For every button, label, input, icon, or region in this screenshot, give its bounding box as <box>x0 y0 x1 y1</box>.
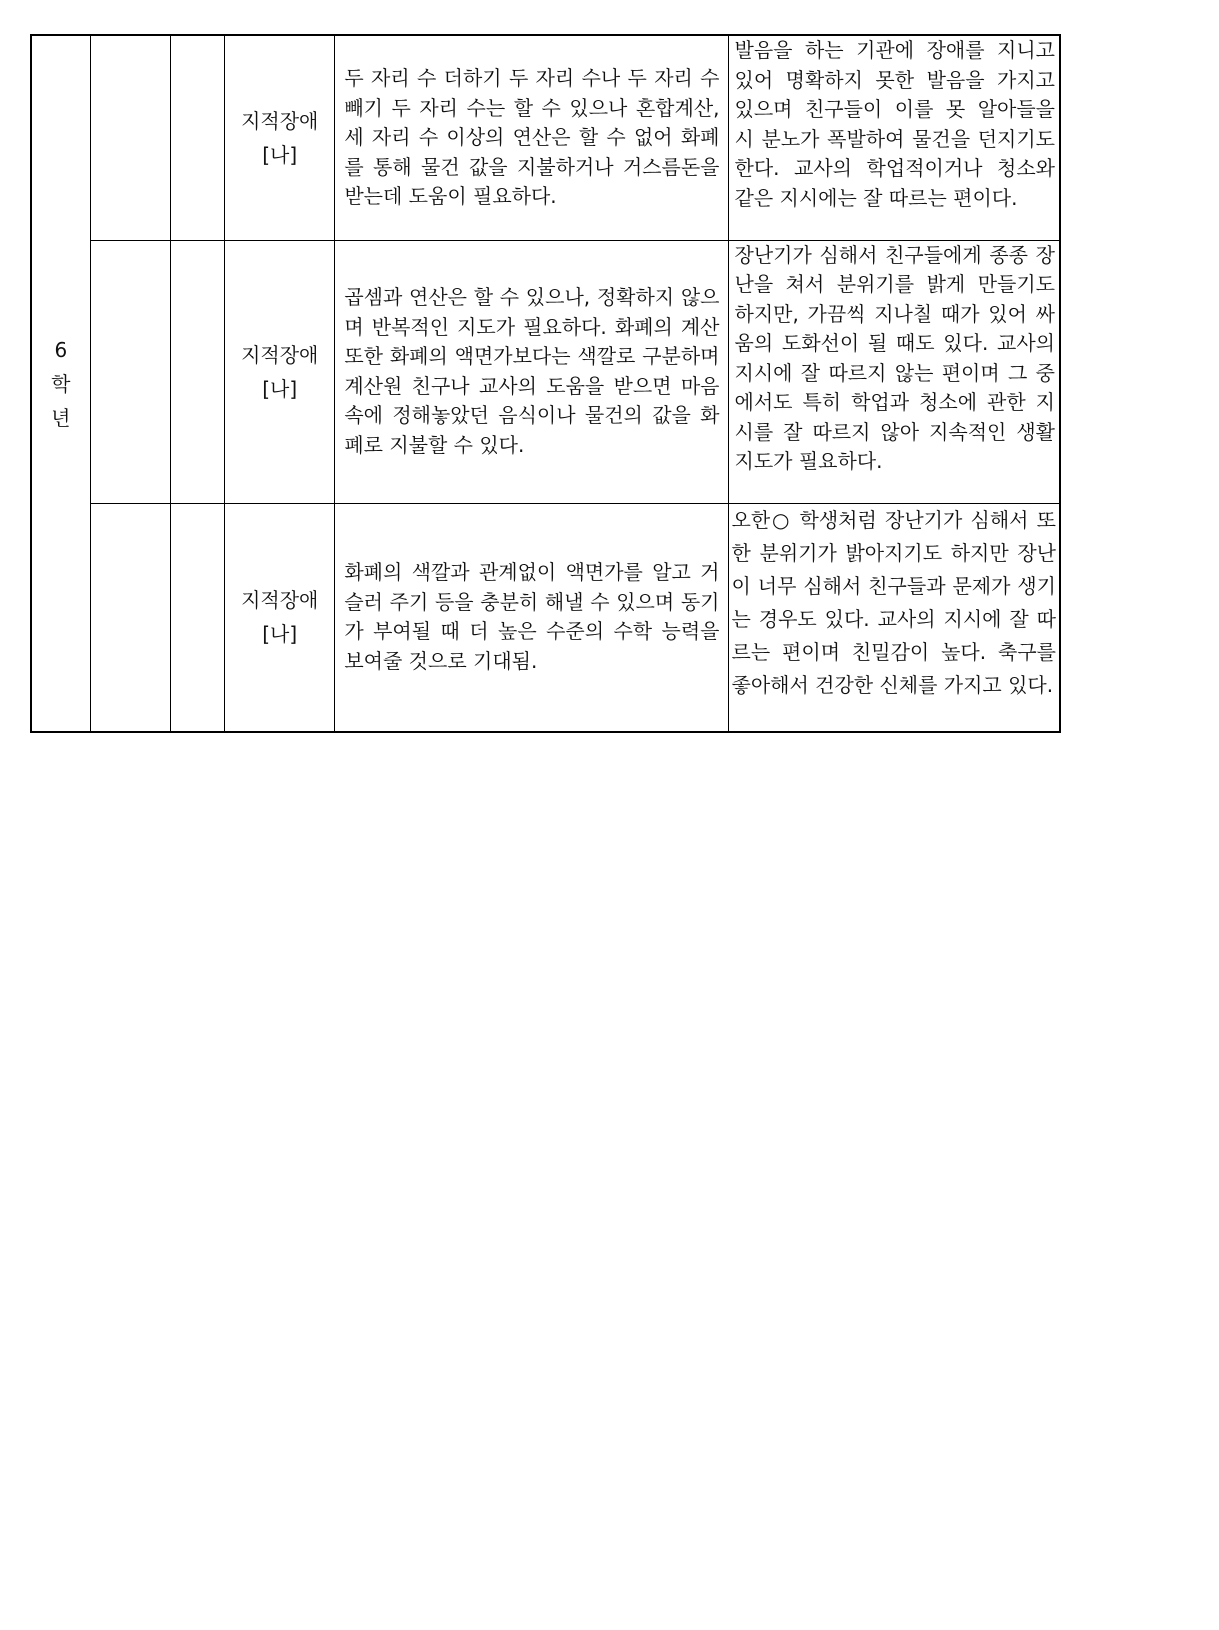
table-row <box>31 35 1060 240</box>
empty-cell <box>90 240 170 503</box>
disability-cell <box>225 35 335 240</box>
behavior-cell: 발음을 하는 기관에 장애를 지니고 있어 명확하지 못한 발음을 가지고 있으며 친구들이 이를 못 알아들을 시 분노가 폭발하여 물건을 던지기도 한다. 교사의 학업적이거나 청소와 같은 지시에는 잘 따르는 편이다. <box>728 35 1060 240</box>
table-row <box>31 240 1060 503</box>
math-ability-cell: 곱셈과 연산은 할 수 있으나, 정확하지 않으며 반복적인 지도가 필요하다. 화폐의 계산 또한 화폐의 액면가보다는 색깔로 구분하며 계산원 친구나 교사의 도움을 받으면 마음속에 정해놓았던 음식이나 물건의 값을 화폐로 지불할 수 있다. <box>335 240 728 503</box>
disability-grade: [나] <box>262 376 298 401</box>
disability-type: 지적장애 <box>241 588 319 613</box>
grade-cell <box>31 35 90 732</box>
grade-number: 6 <box>54 337 68 362</box>
empty-cell <box>170 503 224 732</box>
disability-cell <box>225 503 335 732</box>
empty-cell <box>90 503 170 732</box>
empty-cell <box>170 240 224 503</box>
disability-grade: [나] <box>262 622 298 647</box>
disability-grade: [나] <box>262 142 298 167</box>
student-info-table <box>30 34 1061 733</box>
grade-char-1: 학 <box>51 371 71 396</box>
empty-cell <box>170 35 224 240</box>
behavior-cell: 오한○ 학생처럼 장난기가 심해서 또한 분위기가 밝아지기도 하지만 장난이 너무 심해서 친구들과 문제가 생기는 경우도 있다. 교사의 지시에 잘 따르는 편이며 친밀감이 높다. 축구를 좋아해서 건강한 신체를 가지고 있다. <box>728 503 1060 732</box>
disability-type: 지적장애 <box>241 342 319 367</box>
disability-cell <box>225 240 335 503</box>
math-ability-cell: 두 자리 수 더하기 두 자리 수나 두 자리 수 빼기 두 자리 수는 할 수 있으나 혼합계산, 세 자리 수 이상의 연산은 할 수 없어 화폐를 통해 물건 값을 지불하거나 거스름돈을 받는데 도움이 필요하다. <box>335 35 728 240</box>
behavior-cell: 장난기가 심해서 친구들에게 종종 장난을 쳐서 분위기를 밝게 만들기도 하지만, 가끔씩 지나칠 때가 있어 싸움의 도화선이 될 때도 있다. 교사의 지시에 잘 따르지 않는 편이며 그 중에서도 특히 학업과 청소에 관한 지시를 잘 따르지 않아 지속적인 생활지도가 필요하다. <box>728 240 1060 503</box>
grade-char-2: 년 <box>51 405 71 430</box>
empty-cell <box>90 35 170 240</box>
table-row <box>31 503 1060 732</box>
math-ability-cell: 화폐의 색깔과 관계없이 액면가를 알고 거슬러 주기 등을 충분히 해낼 수 있으며 동기가 부여될 때 더 높은 수준의 수학 능력을 보여줄 것으로 기대됨. <box>335 503 728 732</box>
disability-type: 지적장애 <box>241 108 319 133</box>
